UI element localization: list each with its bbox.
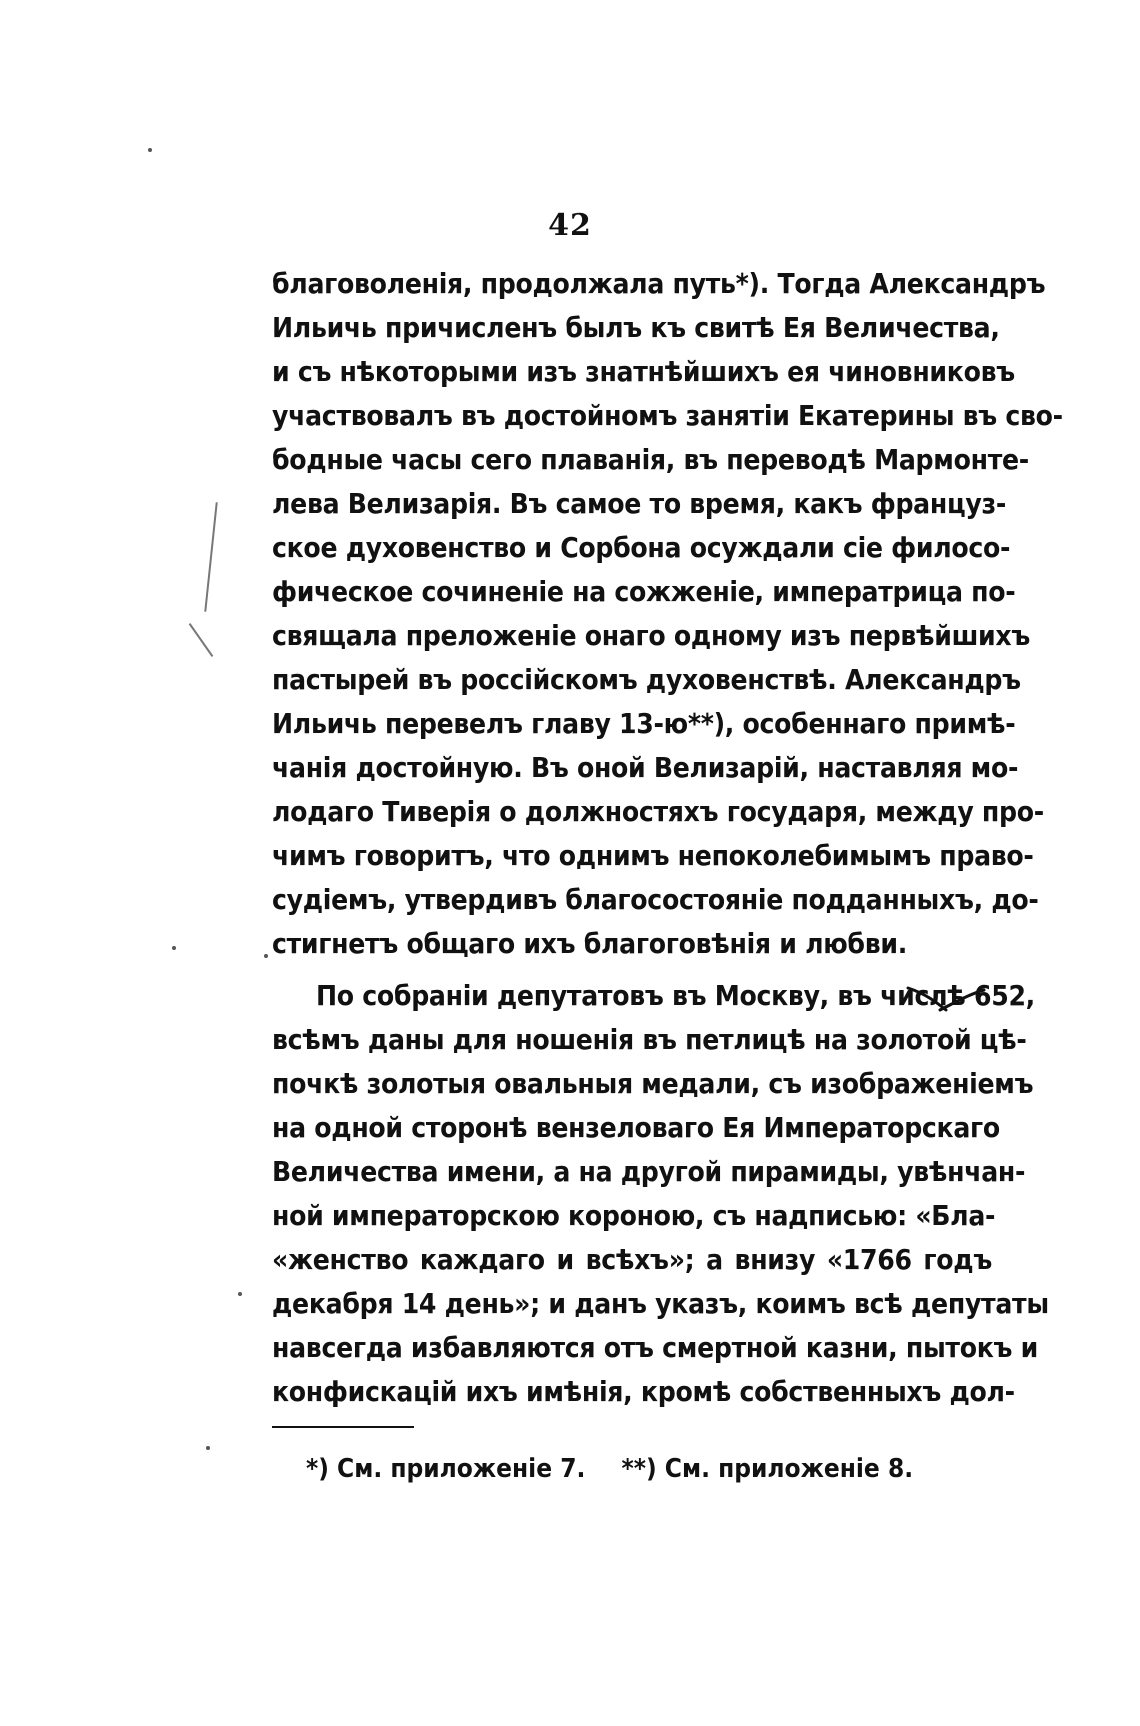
margin-dot <box>148 148 152 152</box>
text-line: на одной сторонѣ вензеловаго Ея Императорскаго <box>272 1111 1000 1144</box>
text-line: конфискацій ихъ имѣнія, кромѣ собственныхъ дол- <box>272 1375 1015 1408</box>
paragraph-1 <box>272 262 1063 966</box>
text-line: лодаго Тиверія о должностяхъ государя, между про- <box>272 795 1044 828</box>
text-line: стигнетъ общаго ихъ благоговѣнія и любви. <box>272 927 907 960</box>
text-line: навсегда избавляются отъ смертной казни, пытокъ и <box>272 1331 1038 1364</box>
text-line: пастырей въ россійскомъ духовенствѣ. Александръ <box>272 663 1021 696</box>
margin-pencil-mark <box>189 623 214 657</box>
text-line: и съ нѣкоторыми изъ знатнѣйшихъ ея чиновниковъ <box>272 355 1015 388</box>
text-line: почкѣ золотыя овальныя медали, съ изображеніемъ <box>272 1067 1034 1100</box>
text-line: декабря 14 день»; и данъ указъ, коимъ всѣ депутаты <box>272 1287 1049 1320</box>
text-line: фическое сочиненіе на сожженіе, императрица по- <box>272 575 1016 608</box>
text-line: «женство каждаго и всѣхъ»; а внизу «1766 годъ <box>272 1243 992 1276</box>
text-line: чимъ говоритъ, что однимъ непоколебимымъ право- <box>272 839 1034 872</box>
body-text <box>272 262 1063 1414</box>
footnote-2: **) См. приложеніе 8. <box>621 1454 914 1484</box>
margin-pencil-mark <box>204 502 217 612</box>
text-line: судіемъ, утвердивъ благосостояніе подданныхъ, до- <box>272 883 1039 916</box>
pen-mark-icon <box>906 980 986 1020</box>
text-line: бодные часы сего плаванія, въ переводѣ Мармонте- <box>272 443 1029 476</box>
footnotes <box>306 1454 913 1484</box>
margin-dot <box>264 954 268 958</box>
text-line: Ильичь перевелъ главу 13-ю**), особеннаго примѣ- <box>272 707 1016 740</box>
margin-dot <box>206 1446 210 1450</box>
footnote-rule <box>272 1426 414 1428</box>
margin-dot <box>238 1292 242 1296</box>
text-line: Величества имени, а на другой пирамиды, увѣнчан- <box>272 1155 1026 1188</box>
text-line: ной императорскою короною, съ надписью: «Бла- <box>272 1199 996 1232</box>
page-number: 42 <box>548 208 592 243</box>
margin-dot <box>172 946 176 950</box>
text-line: участвовалъ въ достойномъ занятіи Екатерины въ сво- <box>272 399 1063 432</box>
text-line: Ильичь причисленъ былъ къ свитѣ Ея Величества, <box>272 311 1000 344</box>
paragraph-2 <box>272 974 1049 1414</box>
text-line: свящала преложеніе онаго одному изъ первѣйшихъ <box>272 619 1030 652</box>
footnote-1: *) См. приложеніе 7. <box>306 1454 586 1484</box>
text-line: всѣмъ даны для ношенія въ петлицѣ на золотой цѣ- <box>272 1023 1027 1056</box>
text-line: чанія достойную. Въ оной Велизарій, наставляя мо- <box>272 751 1019 784</box>
text-line: лева Велизарія. Въ самое то время, какъ француз- <box>272 487 1006 520</box>
text-line: По собраніи депутатовъ въ Москву, въ числѣ 652, <box>316 979 1035 1012</box>
text-line: благоволенія, продолжала путь*). Тогда Александръ <box>272 267 1046 300</box>
text-line: ское духовенство и Сорбона осуждали сіе филосо- <box>272 531 1011 564</box>
